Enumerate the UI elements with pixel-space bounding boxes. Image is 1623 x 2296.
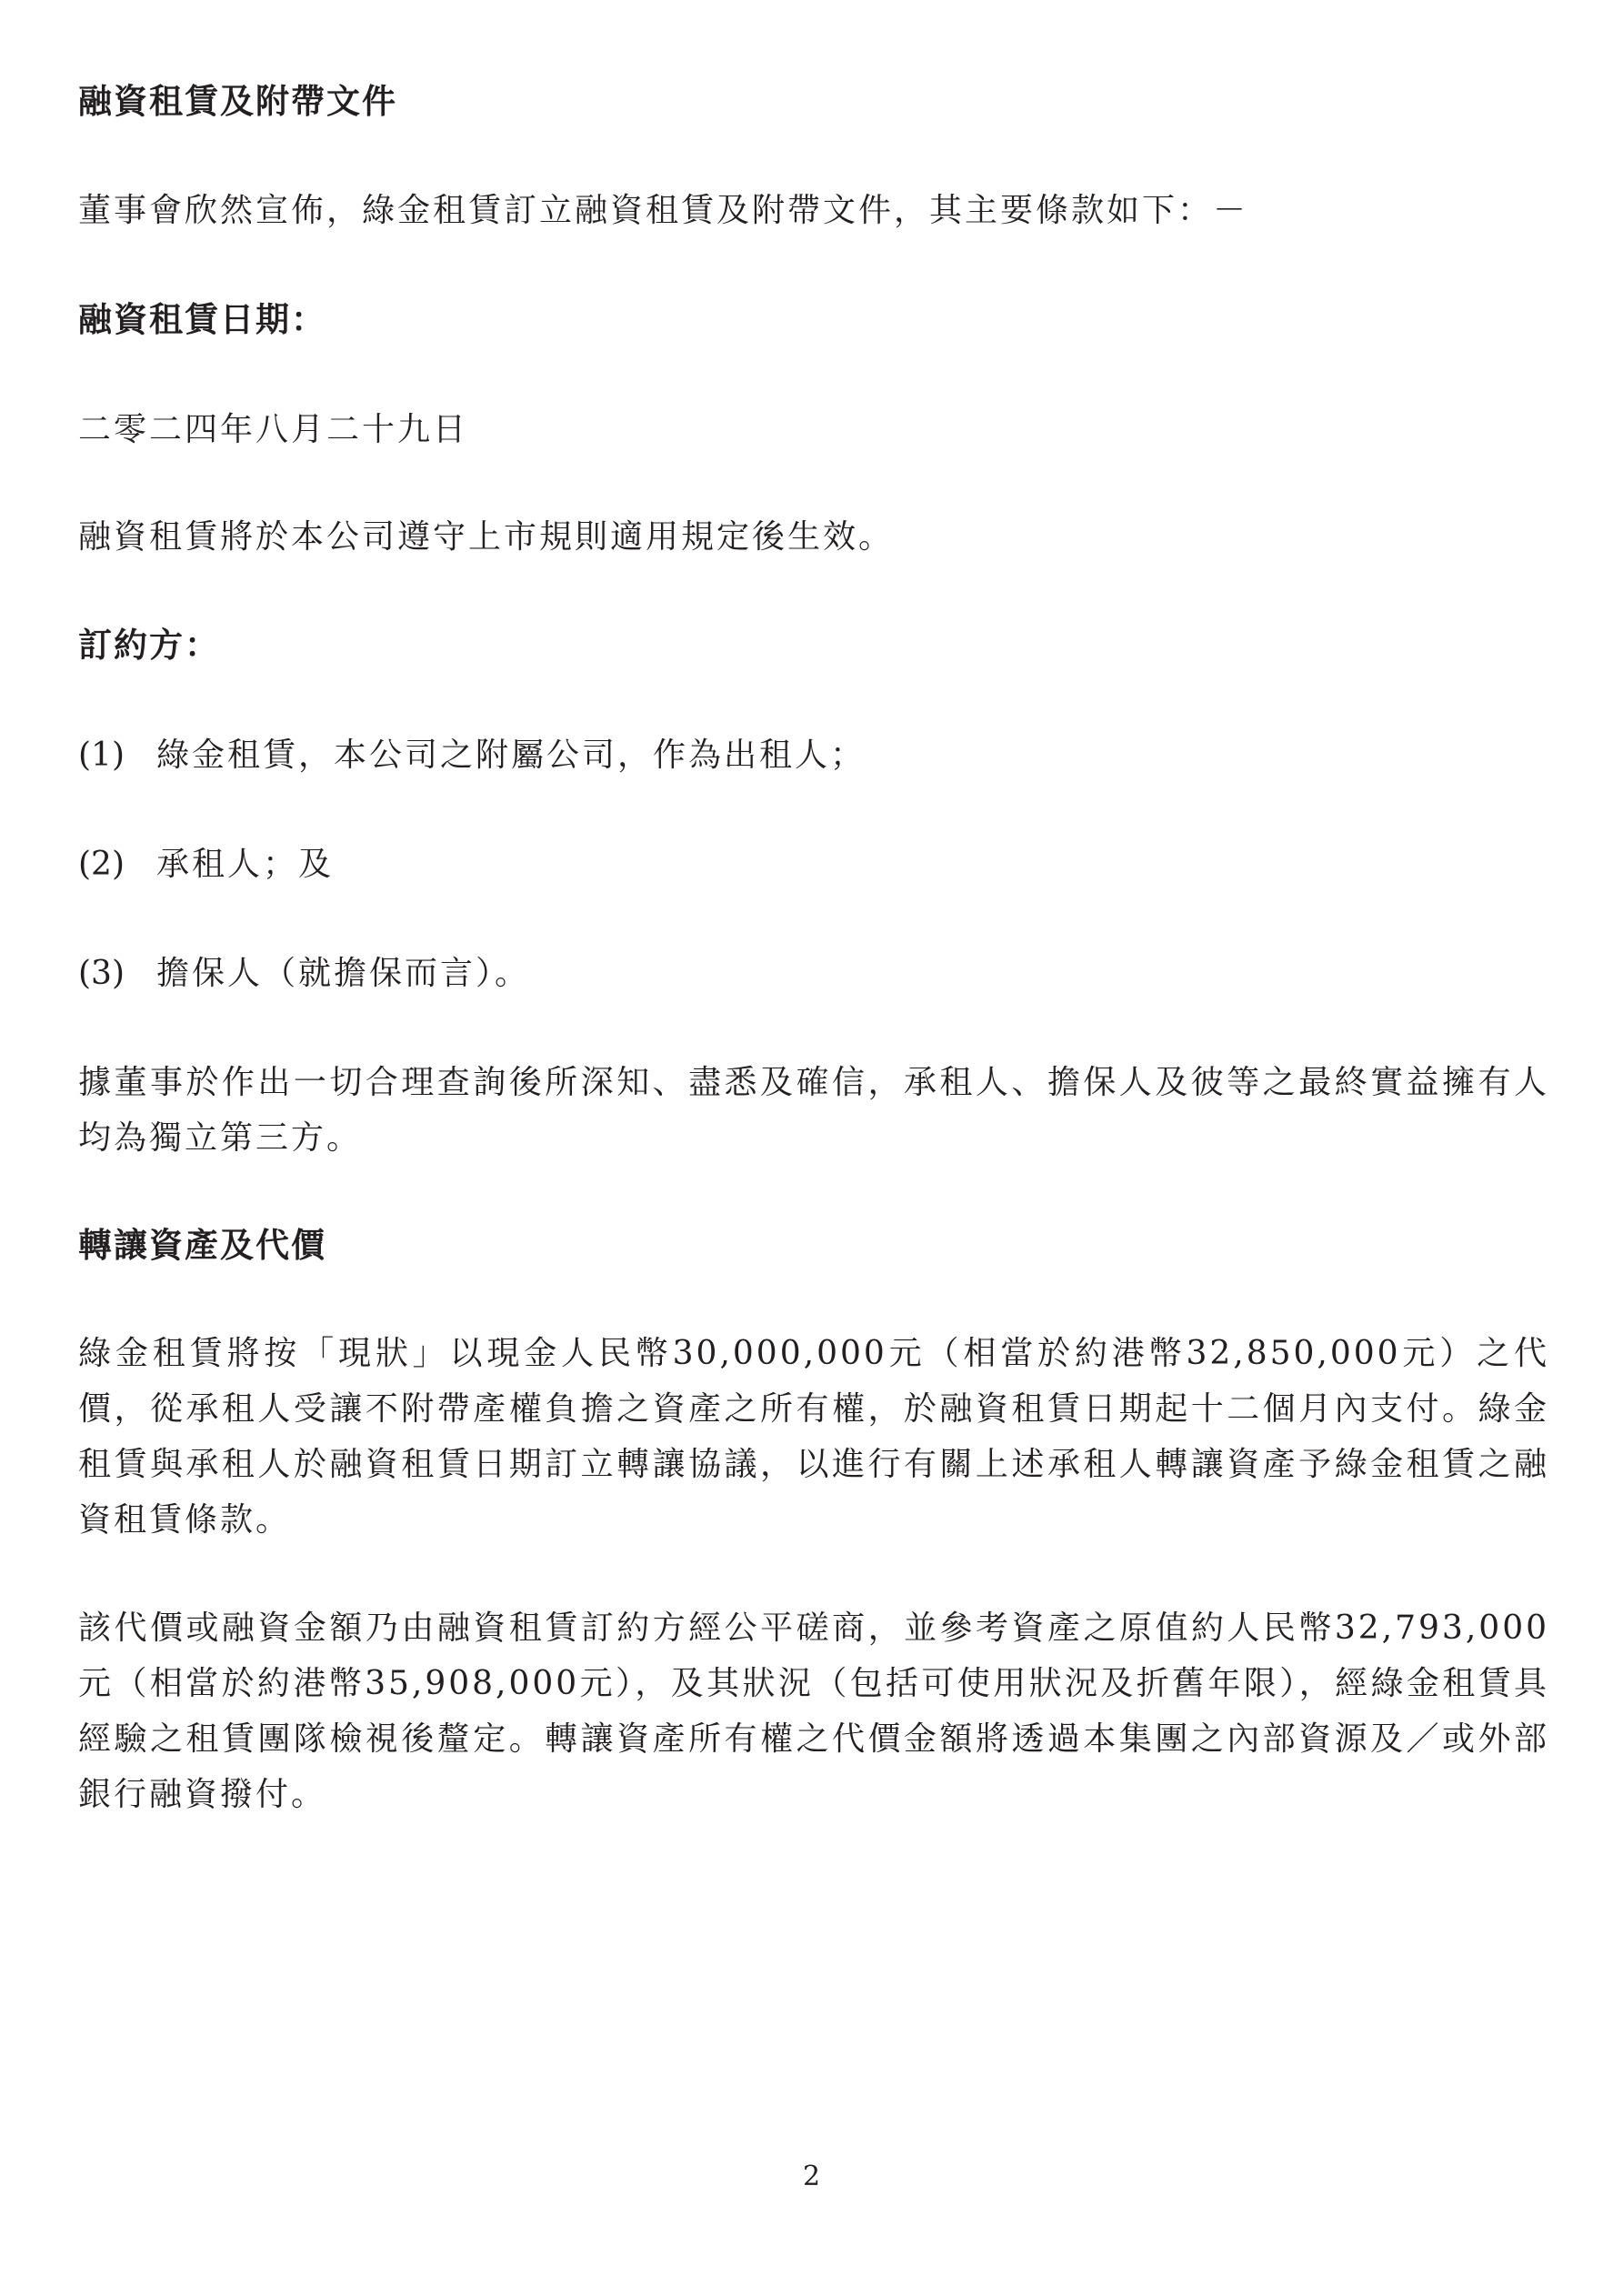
transfer-paragraph: 綠金租賃將按「現狀」以現金人民幣30,000,000元（相當於約港幣32,850,000元）之代價，從承租人受讓不附帶產權負擔之資產之所有權，於融資租賃日期起十二個月內支付。綠金租賃與承租人於融資租賃日期訂立轉讓協議，以進行有關上述承租人轉讓資產予綠金租賃之融資租賃條款。 [78, 1335, 1549, 1539]
party-text: 擔保人（就擔保而言）。 [156, 955, 531, 992]
consideration-paragraph: 該代價或融資金額乃由融資租賃訂約方經公平磋商，並參考資產之原值約人民幣32,793,000元（相當於約港幣35,908,000元），及其狀況（包括可使用狀況及折舊年限），經綠金租賃具經驗之租賃團隊檢視後釐定。轉讓資產所有權之代價金額將透過本集團之內部資源及／或外部銀行融資撥付。 [78, 1609, 1549, 1813]
page-number: 2 [802, 2161, 821, 2192]
party-number: (3) [78, 955, 125, 992]
party-text: 綠金租賃，本公司之附屬公司，作為出租人； [156, 737, 867, 774]
parties-heading: 訂約方： [78, 626, 220, 665]
party-item [78, 837, 1549, 892]
party-item [78, 727, 1549, 783]
party-item [78, 946, 1549, 1001]
party-number: (1) [78, 737, 125, 774]
lease-date: 二零二四年八月二十九日 [78, 411, 469, 448]
intro-paragraph: 董事會欣然宣佈，綠金租賃訂立融資租賃及附帶文件，其主要條款如下：－ [78, 192, 1249, 229]
effective-paragraph: 融資租賃將於本公司遵守上市規則適用規定後生效。 [78, 518, 895, 556]
independence-paragraph: 據董事於作出一切合理查詢後所深知、盡悉及確信，承租人、擔保人及彼等之最終實益擁有人均為獨立第三方。 [78, 1064, 1549, 1157]
party-text: 承租人；及 [156, 846, 335, 883]
date-heading: 融資租賃日期： [78, 300, 326, 339]
transfer-heading: 轉讓資產及代價 [78, 1226, 326, 1265]
section-title: 融資租賃及附帶文件 [78, 82, 397, 121]
party-number: (2) [78, 846, 125, 883]
